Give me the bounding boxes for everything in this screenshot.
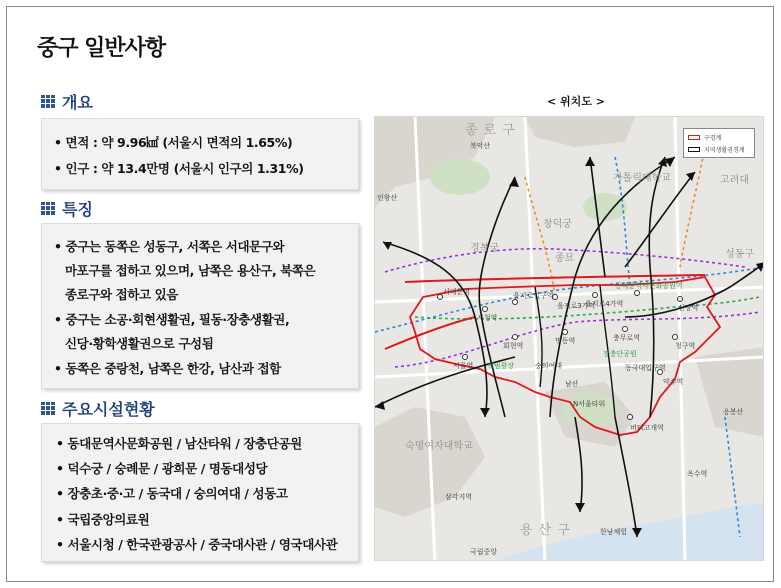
map-label: N서울타워 — [573, 400, 606, 408]
facility-item: • 장충초·중·고 / 동국대 / 숭의여대 / 성동고 — [56, 486, 288, 501]
life-zone-swatch — [688, 147, 700, 152]
map-label: 종로구 — [465, 123, 521, 138]
features-box — [41, 223, 359, 389]
features-line: • 중구는 소공·회현생활권, 필동·장충생활권, — [54, 312, 290, 327]
station-label: 서대문역 — [443, 288, 471, 296]
map-label: 인왕산 — [377, 194, 398, 202]
map-label: 응봉산 — [723, 408, 744, 416]
map-label: 가톨릭대학교 — [613, 173, 671, 184]
station-label: 서울역 — [453, 362, 474, 370]
station-label: 명동역 — [555, 337, 576, 345]
features-heading — [41, 196, 93, 220]
station-label: 버티고개역 — [630, 424, 664, 432]
orange-route — [680, 147, 705, 267]
grid-bullet-icon — [41, 402, 55, 415]
map-label: 한남체험 — [600, 528, 628, 536]
map-label: 남산 — [565, 380, 579, 388]
facility-item: • 국립중앙의료원 — [56, 512, 150, 527]
features-line: 신당·황학생활권으로 구성됨 — [65, 336, 214, 351]
station-label: 청구역 — [675, 342, 696, 350]
map-label: 옥수역 — [687, 470, 708, 478]
features-heading-text: 특징 — [62, 199, 93, 219]
facility-item: • 서울시청 / 한국관광공사 / 중국대사관 / 영국대사관 — [56, 537, 338, 552]
features-line: 종로구와 접하고 있음 — [65, 287, 178, 302]
district-border-swatch — [688, 135, 700, 140]
map-label: 고려대 — [720, 175, 749, 186]
map-label: 종묘 — [555, 253, 575, 264]
document-frame — [6, 6, 774, 582]
facilities-heading-text: 주요시설현황 — [62, 399, 155, 419]
overview-area: • 면적 : 약 9.96㎢ (서울시 면적의 1.65%) — [54, 135, 293, 150]
facilities-heading — [41, 396, 155, 420]
station-label: 숭의여대 — [535, 362, 563, 370]
legend-row — [688, 145, 745, 154]
features-line: • 중구는 동쪽은 성동구, 서쪽은 서대문구와 — [54, 239, 285, 254]
station-label: 장충단공원 — [603, 350, 637, 358]
map-label: 북악산 — [470, 142, 491, 150]
overview-heading — [41, 89, 93, 113]
map-caption: < 위치도 > — [547, 95, 605, 108]
map-label: 국립중앙 — [470, 548, 498, 556]
map-label: 성동구 — [725, 249, 754, 260]
page-title: 중구 일반사항 — [37, 36, 166, 61]
station-label: 을지로4가역 — [585, 300, 624, 308]
facility-item: • 덕수궁 / 숭례문 / 광희문 / 명동대성당 — [56, 461, 268, 476]
legend-row — [688, 133, 721, 142]
features-line: • 동쪽은 중랑천, 남쪽은 한강, 남산과 접함 — [54, 361, 281, 376]
location-map — [374, 116, 764, 561]
map-label: 숙명여자대학교 — [405, 441, 473, 452]
map-label: 경복궁 — [470, 243, 499, 254]
station-label: 시청역 — [477, 314, 498, 322]
map-legend — [683, 128, 755, 158]
station-label: 회현역 — [503, 342, 524, 350]
station-label: 신당역 — [678, 304, 699, 312]
station-label: 을지로3가역 — [557, 302, 596, 310]
station-label: 충무로역 — [613, 334, 641, 342]
station-label: 동대문역사문화공원역 — [615, 282, 683, 290]
grid-bullet-icon — [41, 95, 55, 108]
map-label: 용산구 — [520, 523, 576, 538]
map-label: 창덕궁 — [543, 219, 572, 230]
overview-box — [41, 118, 359, 190]
map-label: 삼각지역 — [445, 493, 473, 501]
facility-item: • 동대문역사문화공원 / 남산타워 / 장충단공원 — [56, 436, 302, 451]
grid-bullet-icon — [41, 202, 55, 215]
facilities-box — [41, 423, 359, 562]
station-label: 을지로입구역 — [513, 292, 554, 300]
legend-label: 구경계 — [704, 135, 722, 142]
overview-population: • 인구 : 약 13.4만명 (서울시 인구의 1.31%) — [54, 161, 304, 176]
station-label: 약수역 — [663, 378, 684, 386]
legend-label: 지역생활권경계 — [704, 147, 745, 154]
station-label: 백범광장 — [487, 362, 515, 370]
station-label: 동국대입구역 — [625, 364, 666, 372]
overview-heading-text: 개요 — [62, 92, 93, 112]
features-line: 마포구를 접하고 있으며, 남쪽은 용산구, 북쪽은 — [65, 263, 316, 278]
